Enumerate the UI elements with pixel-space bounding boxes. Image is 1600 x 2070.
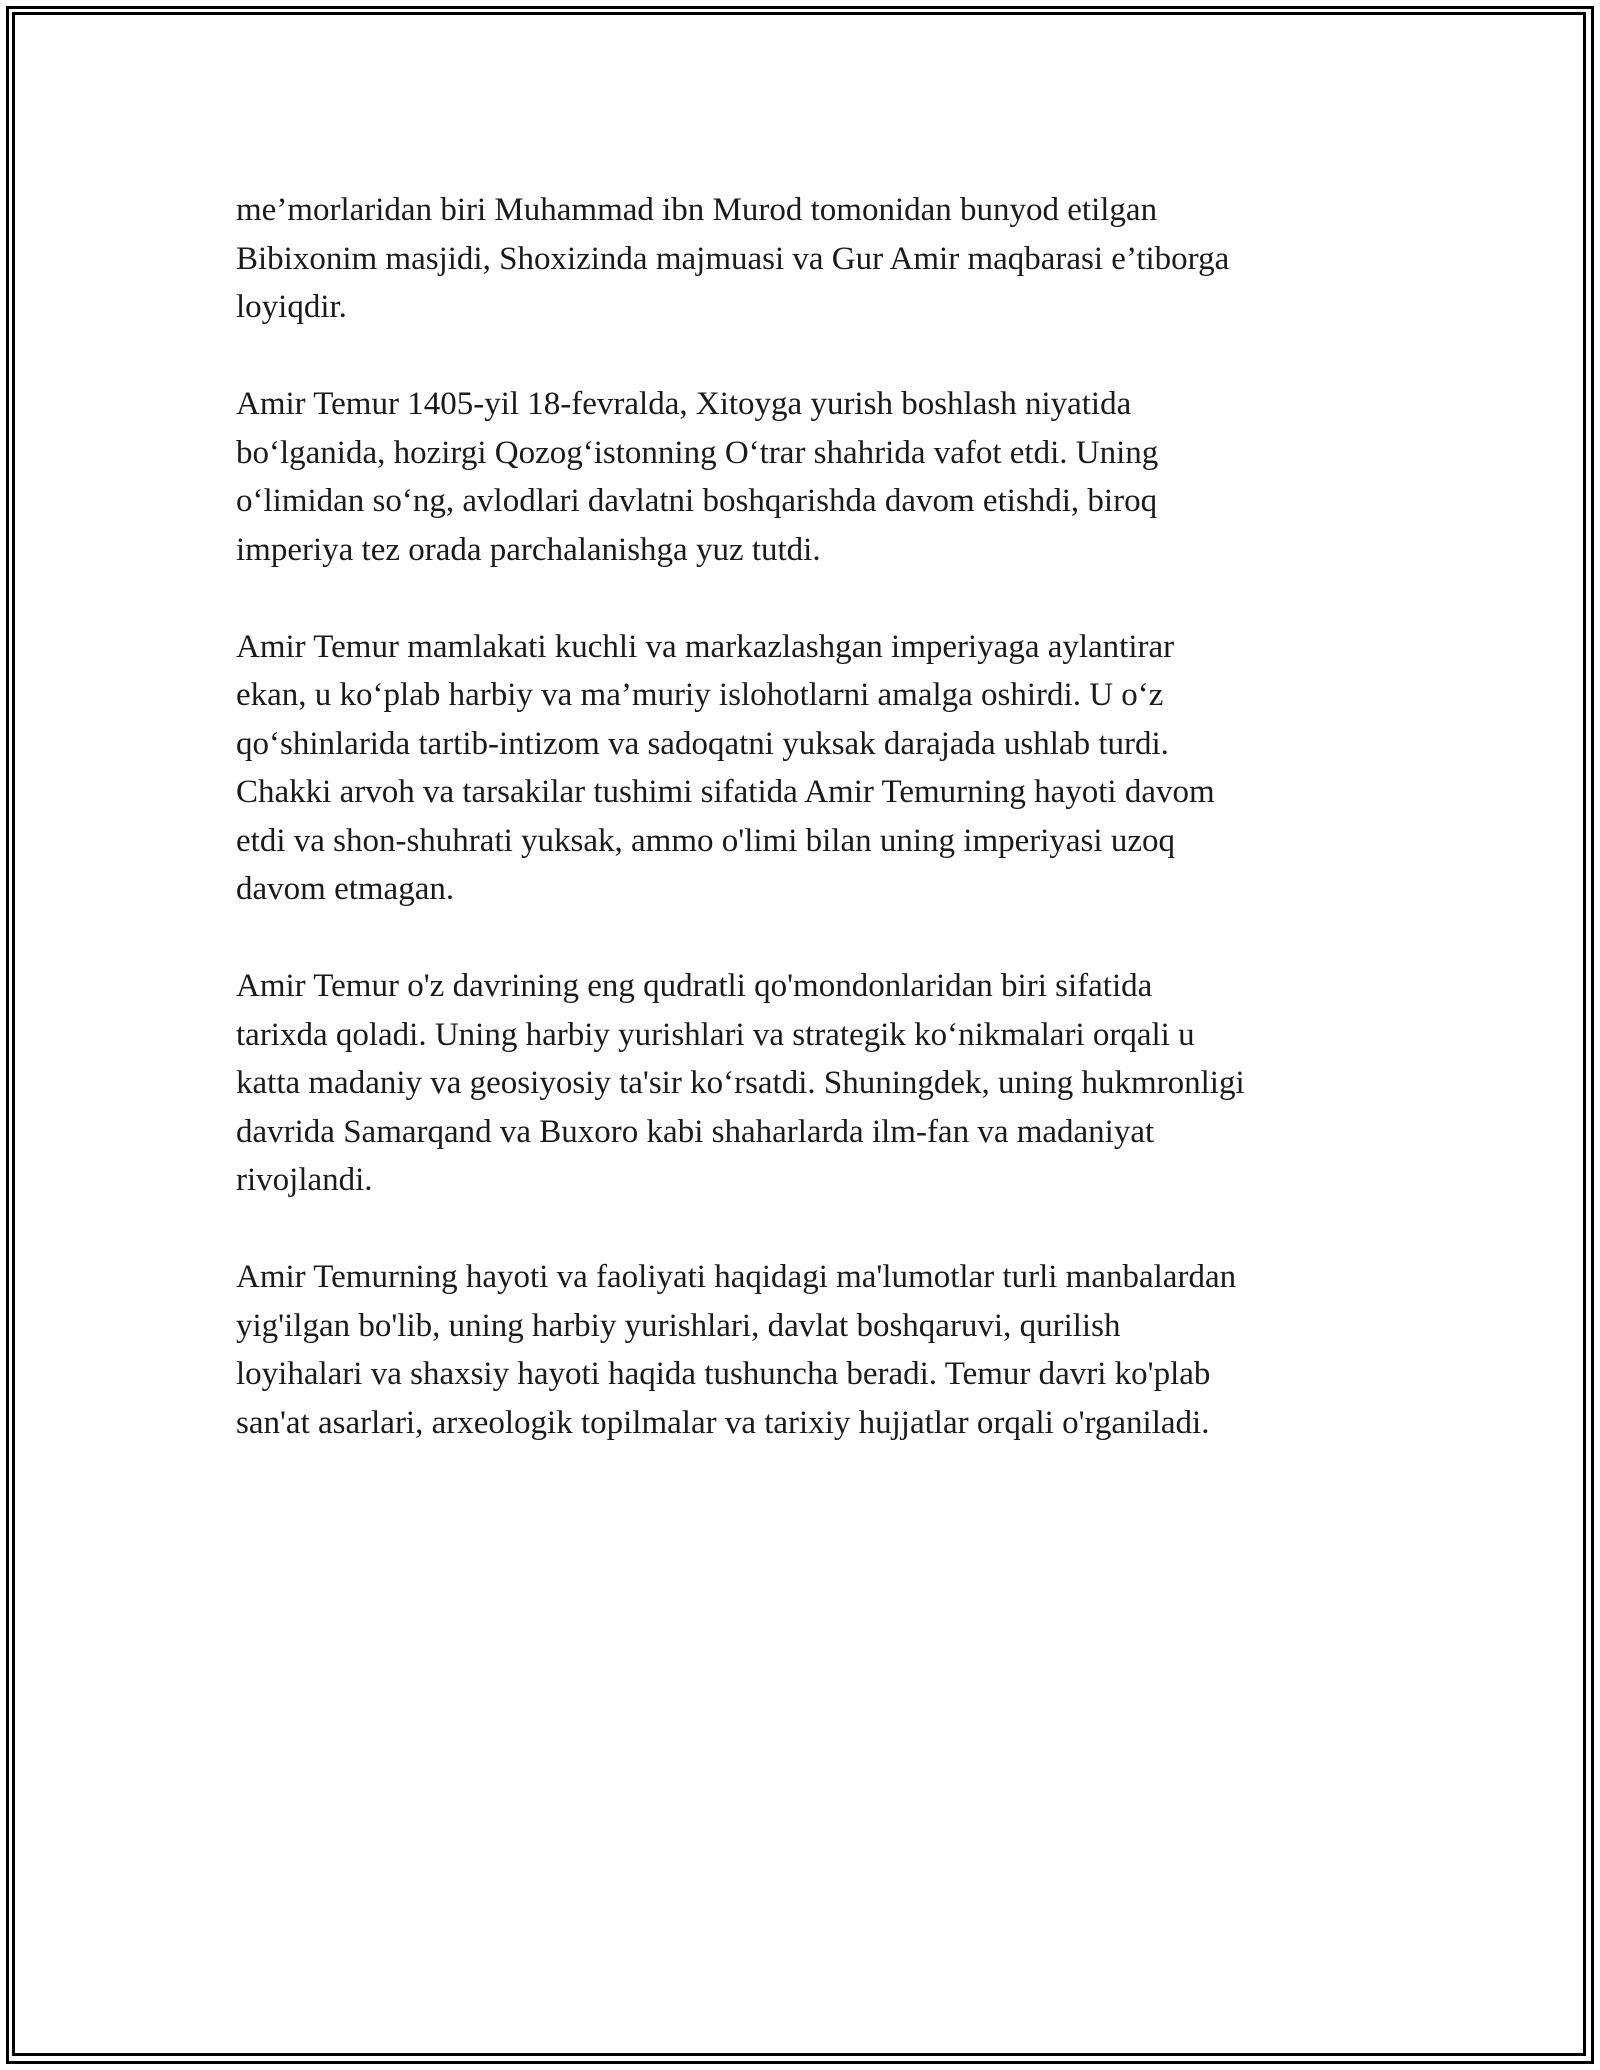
text-line: etdi va shon-shuhrati yuksak, ammo o'limi bilan uning imperiyasi uzoq	[236, 822, 1175, 859]
paragraph	[236, 962, 1376, 1205]
document-body	[236, 186, 1376, 1496]
text-line: katta madaniy va geosiyosiy ta'sir ko‘rsatdi. Shuningdek, uning hukmronligi	[236, 1065, 1245, 1101]
text-line: me’morlaridan biri Muhammad ibn Murod tomonidan bunyod etilgan	[236, 192, 1158, 228]
text-line: Amir Temur 1405-yil 18-fevralda, Xitoyga yurish boshlash niyatida	[236, 386, 1132, 422]
text-line: yig'ilgan bo'lib, uning harbiy yurishlari, davlat boshqaruvi, qurilish	[236, 1307, 1121, 1344]
text-line: ekan, u ko‘plab harbiy va ma’muriy islohotlarni amalga oshirdi. U o‘z	[236, 677, 1164, 713]
text-line: o‘limidan so‘ng, avlodlari davlatni boshqarishda davom etishdi, biroq	[236, 483, 1158, 519]
text-line: qo‘shinlarida tartib-intizom va sadoqatni yuksak darajada ushlab turdi.	[236, 725, 1169, 762]
text-line: loyiqdir.	[236, 289, 347, 325]
text-line: san'at asarlari, arxeologik topilmalar va tarixiy hujjatlar orqali o'rganiladi.	[236, 1404, 1210, 1441]
paragraph	[236, 380, 1376, 574]
text-line: davrida Samarqand va Buxoro kabi shaharlarda ilm-fan va madaniyat	[236, 1113, 1155, 1150]
text-line: Bibixonim masjidi, Shoxizinda majmuasi va Gur Amir maqbarasi e’tiborga	[236, 240, 1230, 277]
text-line: imperiya tez orada parchalanishga yuz tutdi.	[236, 531, 821, 568]
text-line: Chakki arvoh va tarsakilar tushimi sifatida Amir Temurning hayoti davom	[236, 774, 1215, 810]
paragraph	[236, 186, 1376, 332]
text-line: tarixda qoladi. Uning harbiy yurishlari va strategik ko‘nikmalari orqali u	[236, 1016, 1195, 1053]
text-line: bo‘lganida, hozirgi Qozog‘istonning O‘trar shahrida vafot etdi. Uning	[236, 434, 1159, 471]
text-line: Amir Temurning hayoti va faoliyati haqidagi ma'lumotlar turli manbalardan	[236, 1259, 1237, 1295]
text-line: davom etmagan.	[236, 871, 455, 907]
text-line: Amir Temur mamlakati kuchli va markazlashgan imperiyaga aylantirar	[236, 628, 1175, 665]
text-line: rivojlandi.	[236, 1162, 373, 1198]
paragraph	[236, 623, 1376, 914]
paragraph	[236, 1253, 1376, 1447]
text-line: loyihalari va shaxsiy hayoti haqida tushuncha beradi. Temur davri ko'plab	[236, 1356, 1211, 1392]
text-line: Amir Temur o'z davrining eng qudratli qo'mondonlaridan biri sifatida	[236, 968, 1153, 1004]
